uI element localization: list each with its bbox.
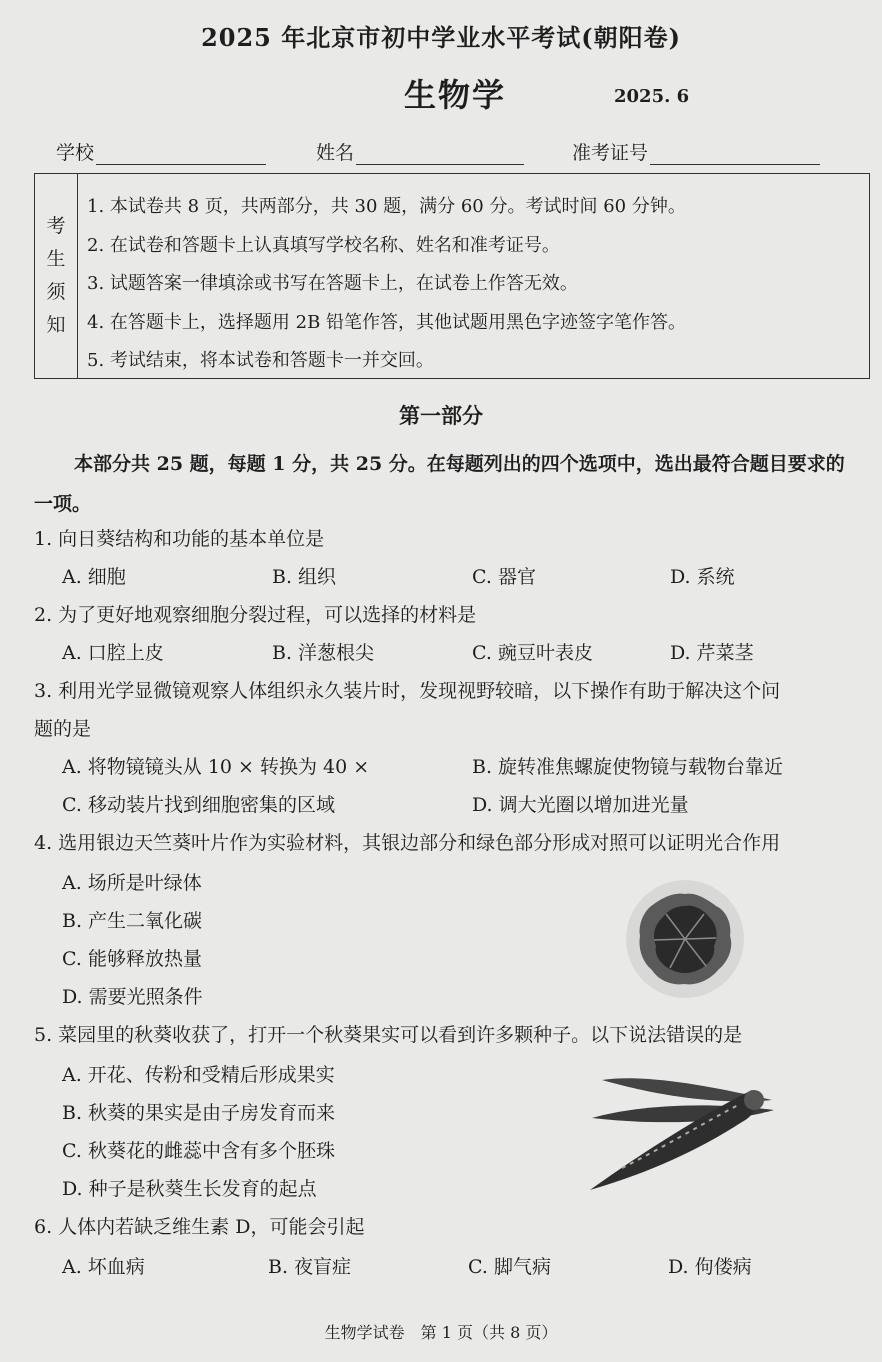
- question-5-option-b: B. 秋葵的果实是由子房发育而来: [62, 1102, 336, 1124]
- notice-heading-char: 须: [46, 281, 66, 303]
- notice-heading: [35, 174, 78, 378]
- school-field: [56, 138, 266, 165]
- question-3-option-c: C. 移动装片找到细胞密集的区域: [62, 794, 335, 816]
- name-field: [316, 138, 524, 165]
- school-label: 学校: [56, 142, 95, 164]
- question-5-stem: 5. 菜园里的秋葵收获了，打开一个秋葵果实可以看到许多颗种子。以下说法错误的是: [34, 1024, 743, 1046]
- question-1-option-d: D. 系统: [670, 566, 735, 588]
- question-2-stem: 2. 为了更好地观察细胞分裂过程，可以选择的材料是: [34, 604, 477, 626]
- question-4-option-a: A. 场所是叶绿体: [62, 872, 202, 894]
- question-2-option-c: C. 豌豆叶表皮: [472, 642, 593, 664]
- question-4-stem: 4. 选用银边天竺葵叶片作为实验材料，其银边部分和绿色部分形成对照可以证明光合作用: [34, 832, 781, 854]
- question-5-option-d: D. 种子是秋葵生长发育的起点: [62, 1178, 317, 1200]
- exam-title: 2025 年北京市初中学业水平考试(朝阳卷): [201, 23, 681, 52]
- notice-item: 2. 在试卷和答题卡上认真填写学校名称、姓名和准考证号。: [87, 234, 560, 256]
- notice-item: 4. 在答题卡上，选择题用 2B 铅笔作答，其他试题用黑色字迹签字笔作答。: [87, 311, 687, 333]
- question-1-option-b: B. 组织: [272, 566, 337, 588]
- okra-image: [582, 1060, 782, 1210]
- question-1-option-a: A. 细胞: [62, 566, 126, 588]
- question-6-option-b: B. 夜盲症: [268, 1256, 352, 1278]
- question-3-option-a: A. 将物镜镜头从 10 × 转换为 40 ×: [62, 756, 370, 778]
- question-6-option-a: A. 坏血病: [62, 1256, 145, 1278]
- school-blank: [96, 146, 266, 165]
- exam-date: 2025. 6: [614, 86, 690, 107]
- notice-heading-char: 知: [46, 314, 66, 336]
- question-4-option-d: D. 需要光照条件: [62, 986, 203, 1008]
- question-1-option-c: C. 器官: [472, 566, 536, 588]
- question-3-stem: 3. 利用光学显微镜观察人体组织永久装片时，发现视野较暗，以下操作有助于解决这个问: [34, 680, 781, 702]
- question-3-option-d: D. 调大光圈以增加进光量: [472, 794, 689, 816]
- id-blank: [650, 146, 820, 165]
- candidate-notice-box: [34, 173, 870, 379]
- part-one-instructions: 本部分共 25 题，每题 1 分，共 25 分。在每题列出的四个选项中，选出最符合题目要求的一项。: [34, 453, 845, 515]
- name-label: 姓名: [316, 142, 355, 164]
- question-4-option-b: B. 产生二氧化碳: [62, 910, 203, 932]
- question-6-option-d: D. 佝偻病: [668, 1256, 752, 1278]
- notice-heading-char: 生: [46, 248, 66, 270]
- question-5-option-c: C. 秋葵花的雌蕊中含有多个胚珠: [62, 1140, 335, 1162]
- question-3-stem-continued: 题的是: [34, 718, 92, 740]
- question-2-option-a: A. 口腔上皮: [62, 642, 164, 664]
- notice-item: 3. 试题答案一律填涂或书写在答题卡上，在试卷上作答无效。: [87, 273, 578, 294]
- question-1-stem: 1. 向日葵结构和功能的基本单位是: [34, 528, 325, 550]
- name-blank: [356, 146, 524, 165]
- geranium-leaf-image: [626, 880, 744, 998]
- question-2-option-b: B. 洋葱根尖: [272, 642, 375, 664]
- notice-item: 1. 本试卷共 8 页，共两部分，共 30 题，满分 60 分。考试时间 60 分钟。: [87, 196, 686, 217]
- question-3-option-b: B. 旋转准焦螺旋使物镜与载物台靠近: [472, 756, 784, 778]
- id-label: 准考证号: [572, 142, 649, 164]
- part-one-title: 第一部分: [399, 403, 483, 428]
- subject-title: 生物学: [404, 76, 507, 114]
- id-field: [572, 138, 820, 165]
- page-footer: 生物学试卷 第 1 页（共 8 页）: [324, 1323, 558, 1342]
- question-5-option-a: A. 开花、传粉和受精后形成果实: [62, 1064, 335, 1086]
- notice-heading-char: 考: [46, 215, 66, 237]
- notice-list: [87, 188, 686, 381]
- question-4-option-c: C. 能够释放热量: [62, 948, 202, 970]
- question-2-option-d: D. 芹菜茎: [670, 642, 754, 664]
- notice-item: 5. 考试结束，将本试卷和答题卡一并交回。: [87, 350, 434, 371]
- question-6-option-c: C. 脚气病: [468, 1256, 551, 1278]
- question-6-stem: 6. 人体内若缺乏维生素 D，可能会引起: [34, 1216, 365, 1238]
